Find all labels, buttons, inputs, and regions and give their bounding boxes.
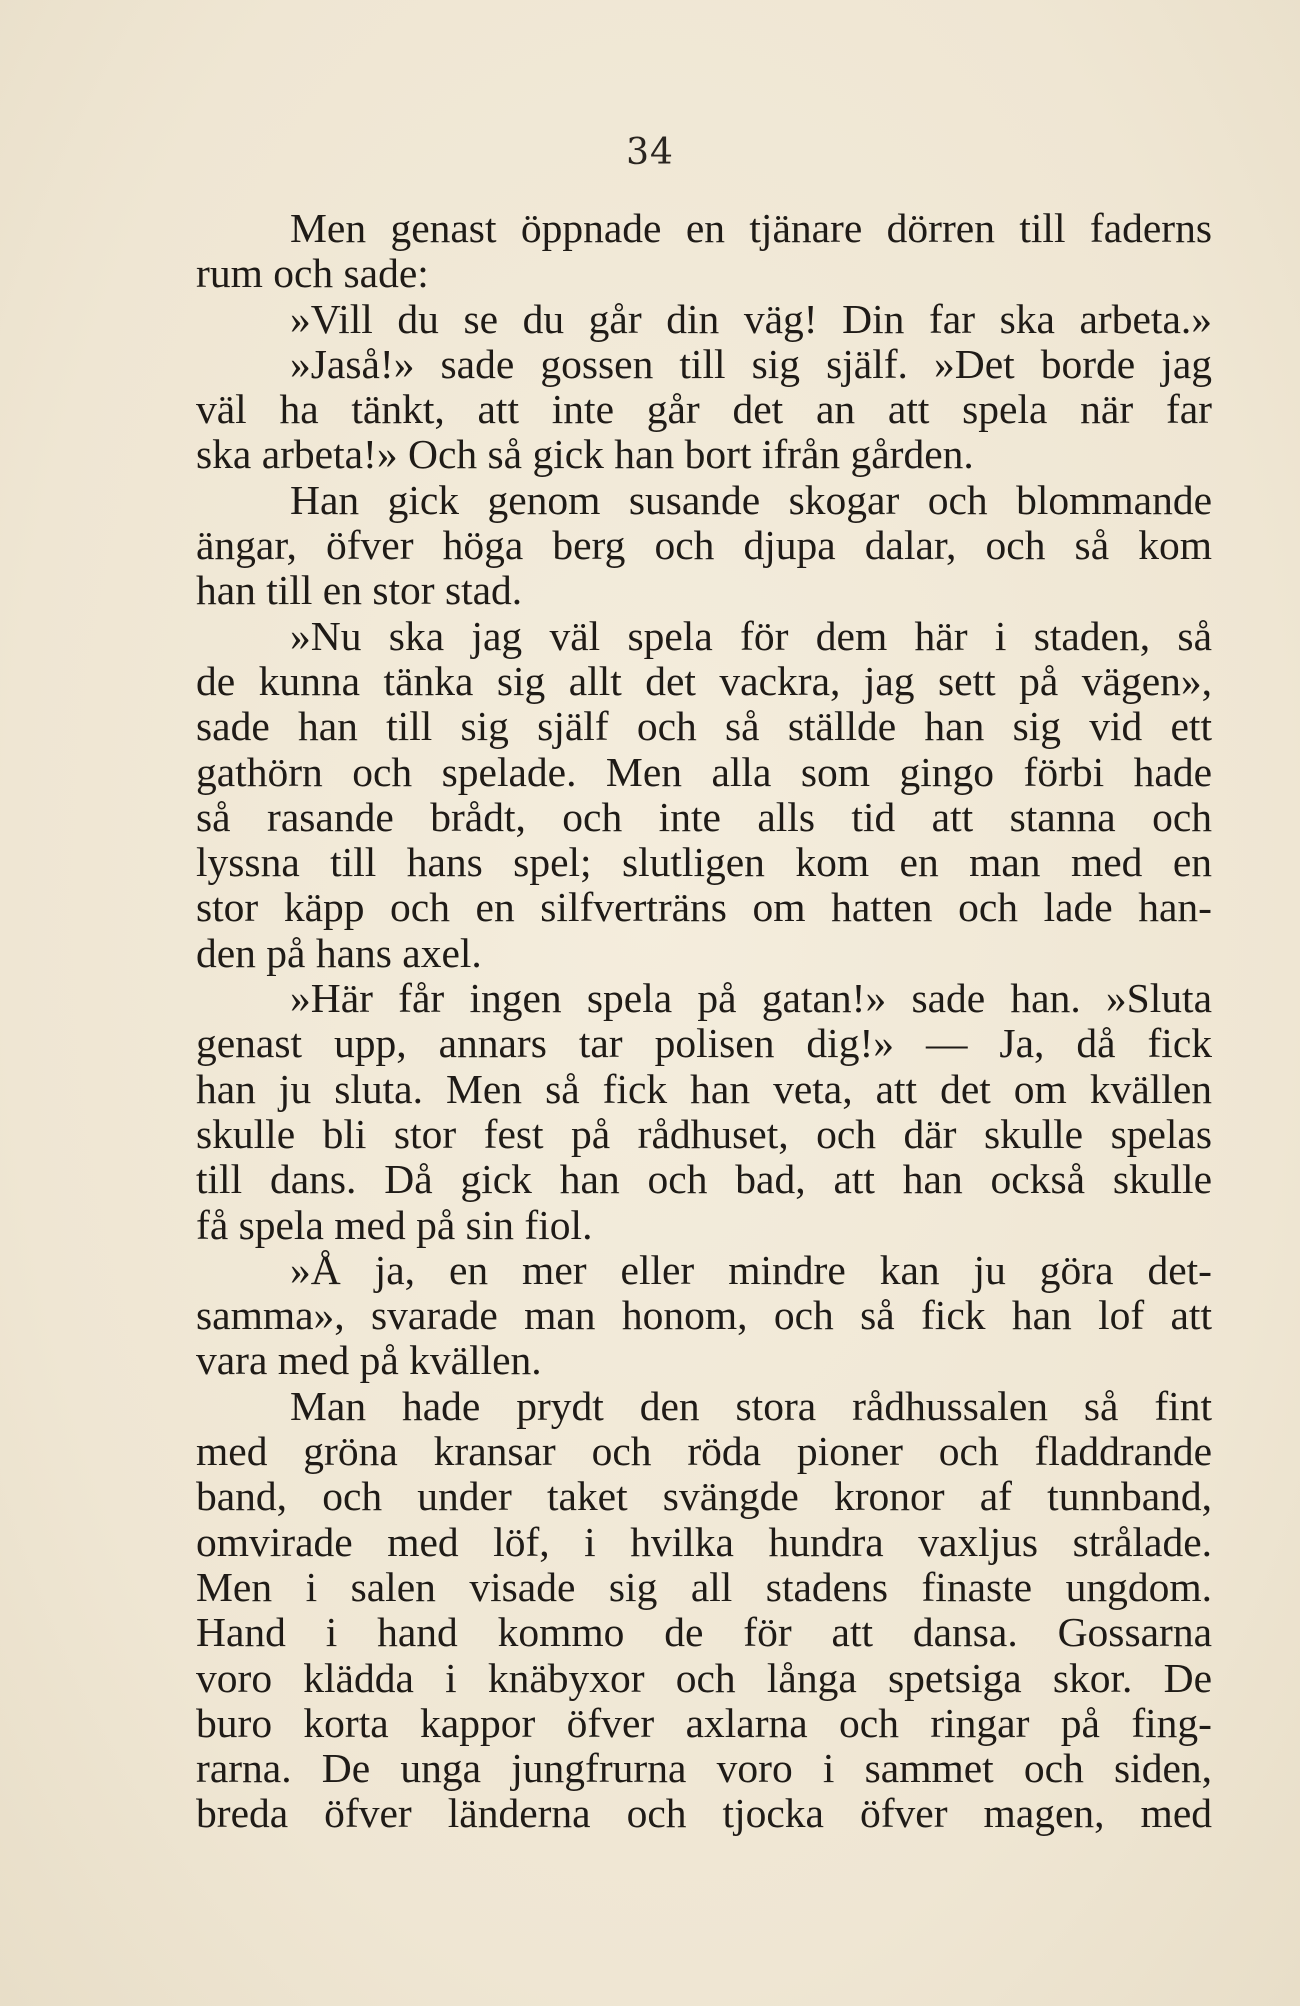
text-line: gathörn och spelade. Men alla som gingo förbi hade — [196, 748, 1212, 795]
text-line: han ju sluta. Men så fick han veta, att det om kvällen — [196, 1065, 1212, 1112]
text-line: rarna. De unga jungfrurna voro i sammet och siden, — [196, 1745, 1212, 1792]
text-line: Men genast öppnade en tjänare dörren till faderns — [290, 205, 1212, 251]
text-line: »Jaså!» sade gossen till sig själf. »Det borde jag — [290, 340, 1212, 387]
text-line: till dans. Då gick han och bad, att han också skulle — [196, 1156, 1212, 1203]
text-line: ängar, öfver höga berg och djupa dalar, och så kom — [196, 522, 1212, 569]
text-line: »Vill du se du går din väg! Din far ska arbeta.» — [290, 295, 1212, 342]
text-line: genast upp, annars tar polisen dig!» — Ja, då fick — [196, 1020, 1212, 1067]
text-line: den på hans axel. — [196, 929, 482, 976]
text-line: skulle bli stor fest på rådhuset, och där skulle spelas — [196, 1110, 1212, 1157]
text-line: Man hade prydt den stora rådhussalen så fint — [290, 1382, 1212, 1429]
text-line: »Nu ska jag väl spela för dem här i staden, så — [290, 612, 1212, 659]
text-line: han till en stor stad. — [196, 567, 523, 614]
text-line: väl ha tänkt, att inte går det an att spela när far — [196, 386, 1212, 433]
text-line: buro korta kappor öfver axlarna och ringar på fing- — [196, 1699, 1212, 1746]
text-line: voro klädda i knäbyxor och långa spetsiga skor. De — [196, 1654, 1212, 1701]
text-line: ska arbeta!» Och så gick han bort ifrån gården. — [196, 431, 974, 478]
text-line: så rasande brådt, och inte alls tid att stanna och — [196, 793, 1212, 840]
text-line: få spela med på sin fiol. — [196, 1201, 593, 1248]
text-line: lyssna till hans spel; slutligen kom en man med en — [196, 839, 1212, 886]
text-line: »Här får ingen spela på gatan!» sade han. »Sluta — [290, 975, 1212, 1022]
text-line: band, och under taket svängde kronor af tunnband, — [196, 1473, 1212, 1520]
text-line: Men i salen visade sig all stadens finaste ungdom. — [196, 1563, 1212, 1610]
text-line: med gröna kransar och röda pioner och fladdrande — [196, 1428, 1212, 1475]
body-text — [196, 206, 1212, 1837]
text-line: Hand i hand kommo de för att dansa. Gossarna — [196, 1609, 1212, 1656]
text-line: »Å ja, en mer eller mindre kan ju göra det- — [290, 1246, 1212, 1293]
text-line: stor käpp och en silfverträns om hatten och lade han- — [196, 884, 1212, 931]
text-line: sade han till sig själf och så ställde han sig vid ett — [196, 703, 1212, 750]
text-line: de kunna tänka sig allt det vackra, jag sett på vägen», — [196, 657, 1212, 704]
text-line: omvirade med löf, i hvilka hundra vaxljus strålade. — [196, 1518, 1212, 1565]
page-number: 34 — [626, 132, 674, 173]
text-line: Han gick genom susande skogar och blommande — [290, 476, 1212, 523]
text-line: breda öfver länderna och tjocka öfver magen, med — [196, 1790, 1212, 1837]
text-line: vara med på kvällen. — [196, 1337, 542, 1384]
text-line: rum och sade: — [196, 250, 429, 297]
text-line: samma», svarade man honom, och så fick han lof att — [196, 1292, 1212, 1339]
